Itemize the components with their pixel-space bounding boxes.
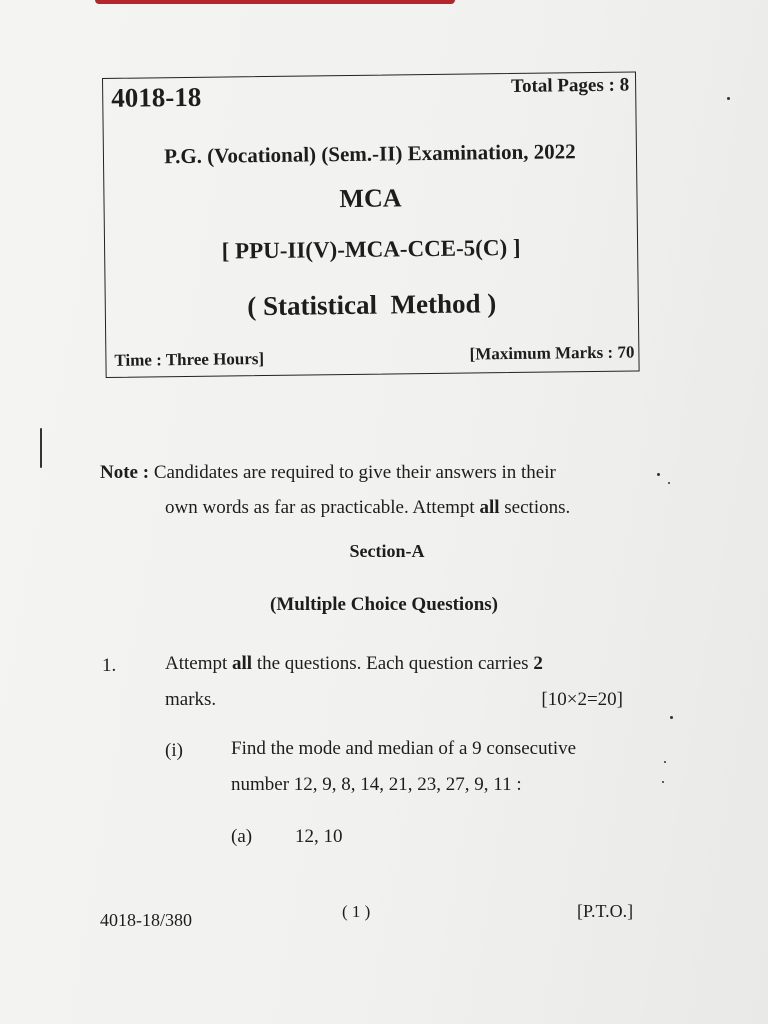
question-text-a: Attempt (165, 653, 233, 674)
ink-speck (670, 716, 673, 719)
section-subtitle: (Multiple Choice Questions) (270, 594, 498, 615)
paper-code: [ PPU-II(V)-MCA-CCE-5(C) ] (221, 234, 521, 264)
paper-name: ( Statistical Method ) (247, 288, 497, 322)
footer-page-number: ( 1 ) (342, 902, 371, 921)
question-text-c: marks. (165, 689, 217, 710)
footer-paper-code: 4018-18/380 (100, 910, 192, 930)
subquestion-number: (i) (165, 740, 183, 761)
question-line-1 (165, 646, 645, 682)
note-line-2 (100, 490, 660, 525)
ink-speck (657, 473, 660, 476)
question-text-bold-2: 2 (533, 653, 543, 674)
subquestion-line-2: number 12, 9, 8, 14, 21, 23, 27, 9, 11 : (231, 774, 522, 795)
question-text-b: the questions. Each question carries (252, 653, 534, 674)
question-number: 1. (102, 655, 117, 676)
note-text-2b: sections. (499, 497, 571, 518)
note-text-1: Candidates are required to give their answers in their (153, 462, 556, 483)
note-text-2-bold: all (479, 497, 500, 518)
exam-title: P.G. (Vocational) (Sem.-II) Examination, 2022 (164, 139, 576, 169)
footer-pto: [P.T.O.] (577, 901, 634, 921)
ink-speck (40, 428, 42, 468)
ink-speck (664, 761, 666, 763)
subject: MCA (339, 183, 402, 214)
note-text-2a: own words as far as practicable. Attempt (165, 497, 480, 518)
top-edge-strip (95, 0, 455, 4)
ink-speck (662, 781, 664, 783)
ink-speck (668, 482, 670, 484)
paper-number: 4018-18 (111, 81, 202, 113)
question-text-bold: all (232, 653, 253, 674)
time-allowed: Time : Three Hours] (114, 349, 265, 370)
maximum-marks: [Maximum Marks : 70 (469, 342, 635, 364)
note-line-1 (100, 455, 660, 490)
header-box (102, 71, 640, 378)
section-title: Section-A (349, 541, 425, 561)
subquestion-line-1: Find the mode and median of a 9 consecutive (231, 738, 577, 759)
subquestion-text (231, 731, 651, 803)
option-text: 12, 10 (295, 826, 343, 847)
question-text (165, 646, 645, 718)
total-pages: Total Pages : 8 (510, 74, 630, 98)
note-block (100, 455, 660, 525)
note-label: Note : (100, 462, 150, 483)
option-label: (a) (231, 826, 253, 847)
question-marks: [10×2=20] (541, 689, 623, 710)
ink-speck (727, 97, 730, 100)
